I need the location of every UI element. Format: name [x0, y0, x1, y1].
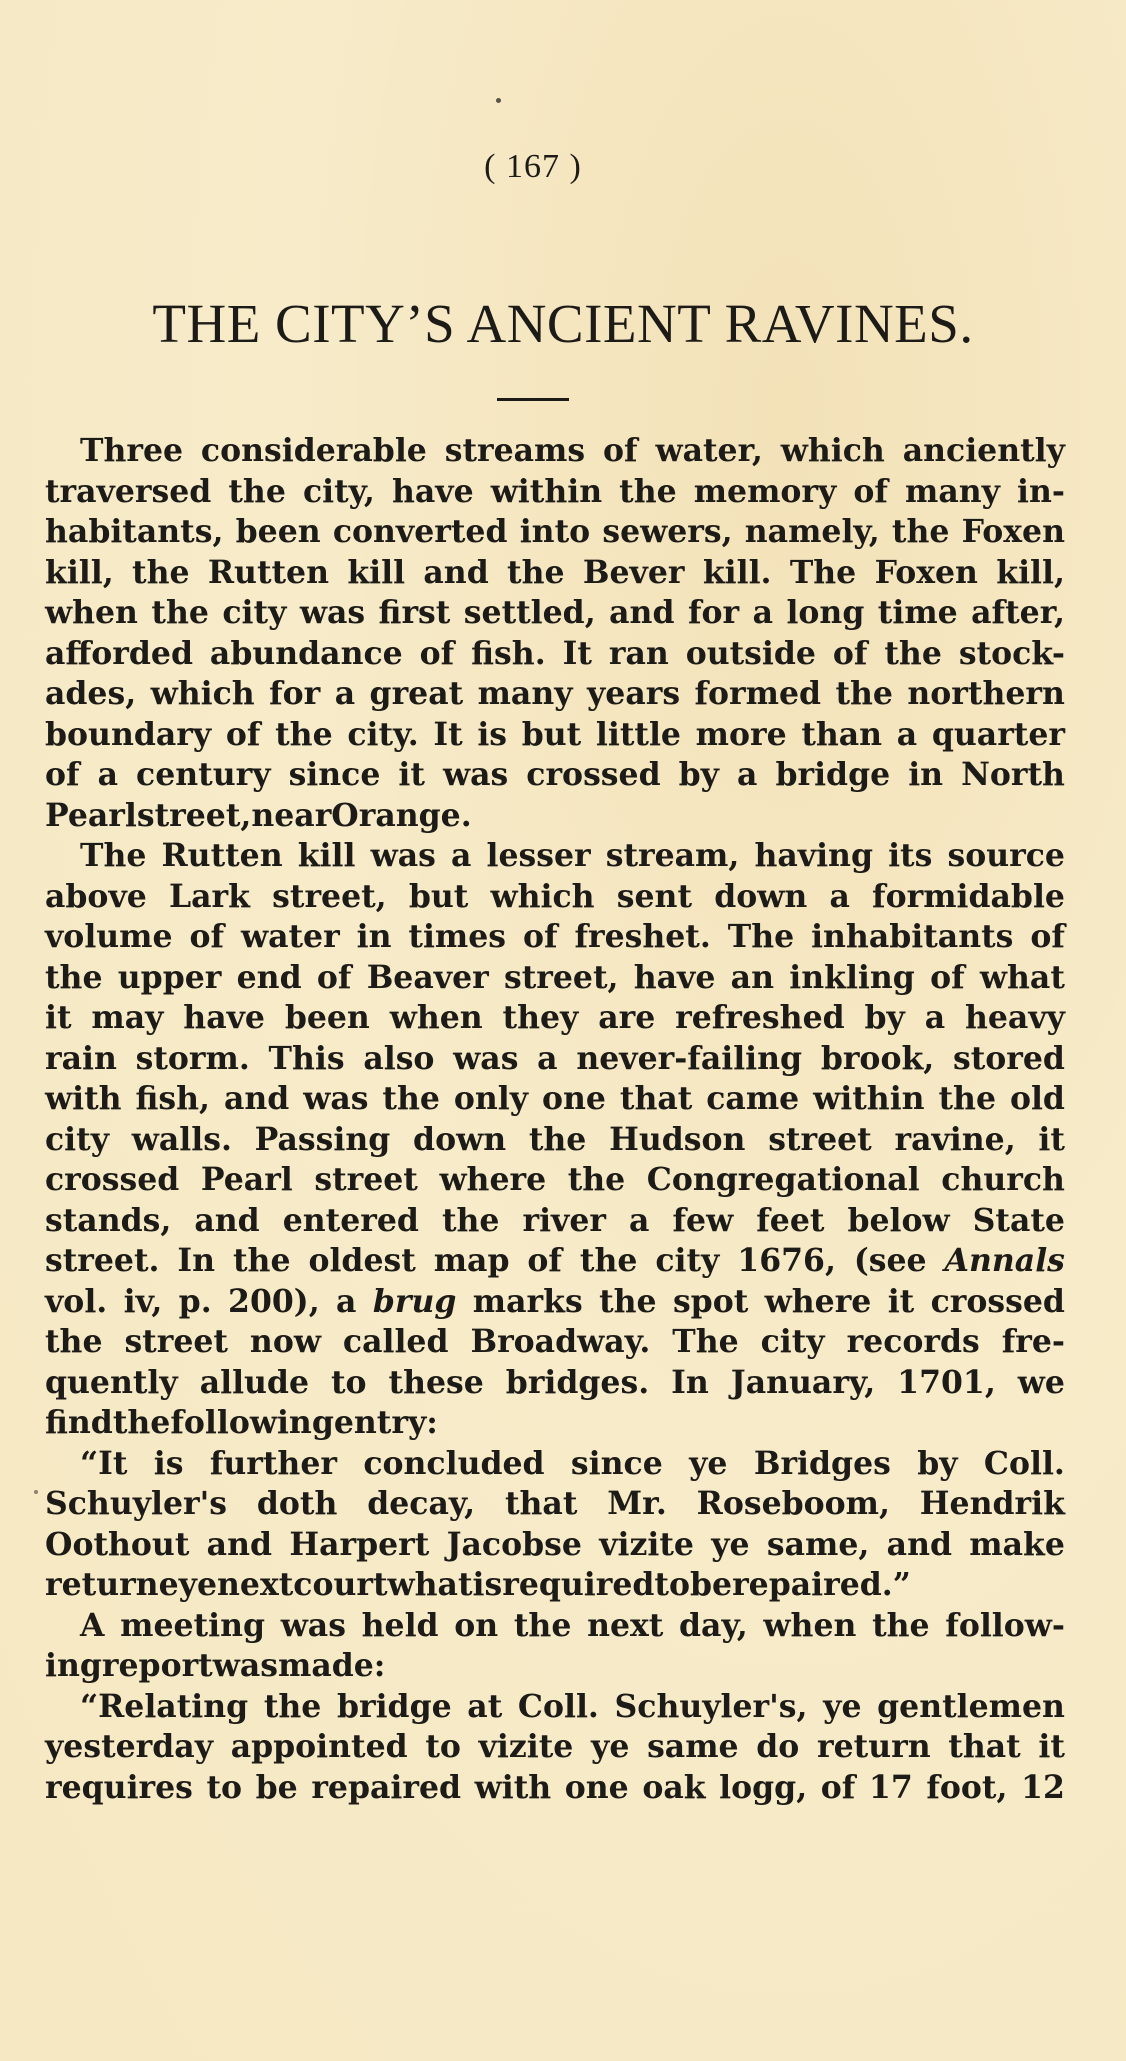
text-line: vol. iv, p. 200), a brug marks the spot where it crossed — [45, 1282, 1065, 1320]
text-line: Three considerable streams of water, which anciently — [80, 432, 1065, 469]
text-line: of a century since it was crossed by a bridge in North — [45, 756, 1065, 793]
text-line: quently allude to these bridges. In January, 1701, we — [45, 1363, 1065, 1401]
text-line: afforded abundance of fish. It ran outside of the stock- — [45, 634, 1065, 672]
text-line: ades, which for a great many years formed the northern — [45, 675, 1065, 712]
text-line: “Relating the bridge at Coll. Schuyler's, ye gentlemen — [80, 1687, 1065, 1725]
text-line: the upper end of Beaver street, have an inkling of what — [45, 958, 1065, 996]
text-line: yesterday appointed to vizite ye same do return that it — [45, 1728, 1065, 1765]
text-line: Schuyler's doth decay, that Mr. Roseboom, Hendrik — [45, 1485, 1065, 1522]
text-line: boundary of the city. It is but little more than a quarter — [45, 715, 1065, 753]
text-line: stands, and entered the river a few feet below State — [45, 1201, 1065, 1239]
text-line: ing report was made: — [45, 1647, 386, 1684]
text-line: Oothout and Harpert Jacobse vizite ye same, and make — [45, 1525, 1065, 1563]
text-line: returne ye next court what is required to be repaired.” — [45, 1566, 911, 1603]
text-line: habitants, been converted into sewers, namely, the Foxen — [45, 513, 1065, 550]
text-line: street. In the oldest map of the city 1676, (see Annals — [45, 1242, 1065, 1279]
text-line: it may have been when they are refreshed by a heavy — [45, 999, 1065, 1036]
text-line: rain storm. This also was a never-failing brook, stored — [45, 1039, 1065, 1077]
text-line: the street now called Broadway. The city records fre- — [45, 1323, 1065, 1360]
ink-speck — [496, 98, 501, 103]
text-line: The Rutten kill was a lesser stream, having its source — [80, 837, 1065, 874]
text-line: find the following entry: — [45, 1404, 438, 1441]
text-line: “It is further concluded since ye Bridges by Coll. — [80, 1444, 1065, 1482]
text-line: kill, the Rutten kill and the Bever kill. The Foxen kill, — [45, 553, 1065, 591]
text-line: crossed Pearl street where the Congregational church — [45, 1161, 1065, 1198]
title-rule — [497, 398, 569, 401]
body-text — [45, 431, 1065, 1808]
text-line: Pearl street, near Orange. — [45, 796, 472, 834]
text-line: with fish, and was the only one that came within the old — [45, 1080, 1065, 1117]
text-line: A meeting was held on the next day, when the follow- — [80, 1606, 1065, 1644]
text-line: above Lark street, but which sent down a formidable — [45, 877, 1065, 915]
page-number: ( 167 ) — [484, 148, 582, 185]
text-line: when the city was first settled, and for a long time after, — [45, 594, 1065, 631]
text-line: traversed the city, have within the memory of many in- — [45, 472, 1065, 510]
ink-speck — [34, 1490, 38, 1494]
text-line: requires to be repaired with one oak logg, of 17 foot, 12 — [45, 1768, 1065, 1806]
page-title: THE CITY’S ANCIENT RAVINES. — [152, 293, 974, 354]
text-line: city walls. Passing down the Hudson street ravine, it — [45, 1120, 1065, 1158]
text-line: volume of water in times of freshet. The inhabitants of — [45, 918, 1065, 955]
